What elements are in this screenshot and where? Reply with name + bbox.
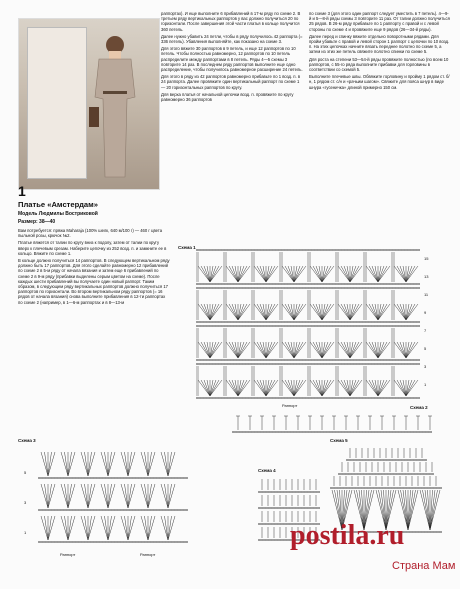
row-number: 1: [24, 530, 27, 535]
row-number: 15: [424, 256, 429, 261]
instructions-paragraph: Для этого вяжите 30 раппортов в 9 петель, и еще 12 раппортов по 10 петель. Чтобы полностью равномерно, 12 раппортов по 10 петель распределите между раппортами в 8 петель. Ряды 4—5 схемы 3 повторите 14 раз. В последнем ряду раппортов выполните еще одно распределение, чтобы получилось равномерное расширение 24 петель.: [161, 46, 303, 73]
rapport-label: Раппорт: [282, 403, 298, 408]
instructions-paragraph: Для верха платья от начальной цепочки возд. п. провяжите по кругу равномерно 36 раппортов: [161, 91, 294, 103]
row-number: 9: [424, 310, 427, 315]
size-info: Размер: 38—40: [18, 219, 56, 225]
instructions-paragraph: В кольце должно получиться 14 раппортов. В следующем вертикальном ряду должно быть 17 раппортов. Для этого сделайте равномерно 12 прибавлений по схеме 2 в 5-м ряду от начала вязания и затем еще 6 прибавлений по схеме 2 в 9-м ряду (прибавки выделены серым цветом на схеме). После каждых шести прибавлений вы получаете один новый раппорт. Таким образом, в следующем ряду вертикальных раппортов должно получиться 17 раппортов по горизонтали. Во втором вертикальном ряду раппортов (= 16 рядов от начала вязания) снова выполните прибавления в 12-ти раппортах по схеме 2 (например, в 1—6-м раппортах и в 8—13-м: [18, 258, 170, 305]
scheme-1-label: Схема 1: [178, 245, 196, 250]
model-figure-illustration: [81, 27, 145, 185]
instructions-paragraph: Далее перед и спинку вяжите отдельно поворотными рядами. Для пройм убавьте с правой и левой сторон 1 раппорт с цепочки по 10 возд. п. На этих цепочках начните вязать переднее полотно по схеме 5, а затем из этих же петель свяжите полотно спинки по схеме 5.: [309, 33, 450, 55]
watermark-subtitle: Страна Мам: [392, 560, 456, 572]
rapport-label: Раппорт: [140, 552, 156, 557]
scheme-1-chart: [196, 248, 420, 408]
row-number: 3: [424, 364, 427, 369]
watermark-logo: postila.ru: [290, 520, 405, 551]
instructions-paragraph: раппортах). И еще выполните 6 прибавлений в 17-м ряду по схеме 2. В третьем ряду вертикальных раппортов у вас должно получиться 20 по горизонтали. После завершения этой части платья в кольце получится 360 петель.: [161, 11, 301, 32]
instructions-paragraph: Далее нужно убавить 24 петли, чтобы в ряду получилось 42 раппорта (= 336 петель). Убавления выполняйте, как показано на схеме 3.: [161, 33, 303, 45]
instructions-column-right: [309, 11, 451, 92]
row-number: 11: [424, 292, 429, 297]
instructions-column-middle: [161, 11, 303, 104]
model-photo: [18, 18, 160, 190]
scheme-2-chart: [232, 412, 432, 436]
instructions-paragraph: Для этого в ряду из 42 раппортов равномерно прибавьте по 1 возд. п. в 24 раппорта. Далее провяжите один вертикальный раппорт по схеме 1 — 20 горизонтальных раппортов по кругу.: [161, 74, 301, 90]
scheme-2-label: Схема 2: [410, 405, 428, 410]
instructions-paragraph: Платье вяжется от талии по кругу вниз к подолу, затем от талии по кругу вверх к плечевым срезам. Наберите цепочку из 252 возд. п. и замкните ее в кольцо. Вяжите по схеме 1.: [18, 240, 167, 256]
scheme-3-label: Схема 3: [18, 438, 36, 443]
instructions-column-left: [18, 228, 170, 307]
scheme-4-label: Схема 4: [258, 468, 276, 473]
row-number: 1: [424, 382, 427, 387]
photo-background-door: [27, 27, 87, 179]
row-number: 5: [424, 346, 427, 351]
scheme-5-label: Схема 5: [330, 438, 348, 443]
instructions-paragraph: Для роста на степени 53—54-й ряды провяжите полностью (по всем 10 раппортов, с 55-го ряда выполните прибавки для горловины в соответствии со схемой 5.: [309, 56, 449, 73]
row-number: 3: [24, 500, 27, 505]
scheme-3-chart: [38, 442, 188, 550]
instructions-paragraph: Выполните плечевые швы. Обвяжите горловину и пройму 1 рядом ст. б/н, 1 рядом ст. с/н и «рачьим шагом». Свяжите для пояса шнур в виде шнура «гусеничка» длиной примерно 150 см.: [309, 74, 450, 90]
rapport-label: Раппорт: [60, 552, 76, 557]
row-number: 5: [24, 470, 27, 475]
materials-paragraph: Вам потребуется: пряжа Maharaja (100% шелк, 640 м/100 г) — 460 г цвета пыльной розы, крючок №2.: [18, 228, 163, 239]
row-number: 13: [424, 274, 429, 279]
pattern-number: 1: [18, 183, 26, 199]
instructions-paragraph: по схеме 3 (для этого один раппорт следует уместить в 7 петель). 4—9-й и 5—8-й ряды схемы 3 повторите 11 раз. От талии должно получиться 25 рядов. В 26-м ряду прибавьте по 1 раппорту с правой и с левой стороны по схеме 4 и провяжите еще 9 рядов (26—34-й ряды).: [309, 11, 450, 32]
row-number: 7: [424, 328, 427, 333]
designer-credit: Модель Людмилы Востриковой: [18, 211, 98, 217]
pattern-title: Платье «Амстердам»: [18, 200, 98, 209]
